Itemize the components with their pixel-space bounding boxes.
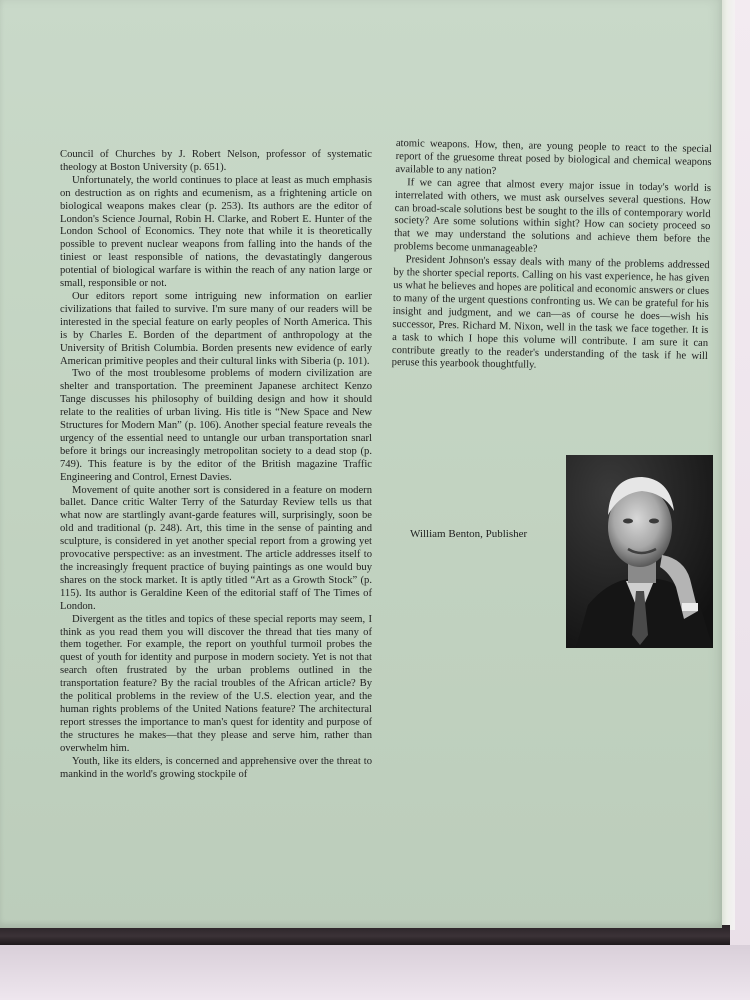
paragraph: atomic weapons. How, then, are young people to react to the special report of the gruesome threat posed by biological and chemical weapons available to any nation? bbox=[395, 138, 712, 177]
paragraph: Our editors report some intriguing new information on earlier civilizations that failed to survive. I'm sure many of our readers will be interested in the special feature on early peoples of North America. This is by Charles E. Borden of the department of anthropology at the University of British Columbia. Borden presents new evidence of early American primitive peoples and their cultural links with Siberia (p. 101). bbox=[60, 290, 372, 367]
paragraph: Movement of quite another sort is considered in a feature on modern ballet. Dance critic Walter Terry of the Saturday Review tells us that what now are startlingly avant-garde features will, surprisingly, soon be old and traditional (p. 248). Art, this time in the sense of painting and sculpture, is considered in yet another special report from a growing yet provocative perspective: as an investment. The article addresses itself to the increasingly frequent practice of buying paintings as one would buy shares on the stock market. It is aptly titled “Art as a Growth Stock” (p. 115). Its author is Geraldine Keen of the editorial staff of The Times of London. bbox=[60, 484, 372, 612]
book-cover-edge bbox=[0, 925, 730, 945]
paragraph: Divergent as the titles and topics of these special reports may seem, I think as you read them you will discover the thread that ties many of them together. For example, the report on youthful turmoil probes the quest of youth for identity and purpose in modern society. Yet is not that search often frustrated by the urban problems outlined in the transportation feature? By the racial troubles of the African article? By the political problems in the review of the U.S. election year, and the human rights problems of the United Nations feature? The architectural report stresses the importance to man's quest for identity and purpose of the structures he makes—that they please and serve him, rather than overwhelm him. bbox=[60, 613, 372, 754]
left-text-column bbox=[60, 149, 372, 781]
paragraph: Unfortunately, the world continues to place at least as much emphasis on destruction as on rights and ecumenism, as a frightening article on biological weapons makes clear (p. 253). Its authors are the editor of London's Science Journal, Robin H. Clarke, and Robert E. Hunter of the London School of Economics. They note that while it is theoretically possible to prevent nuclear weapons from falling into the hands of the tiniest or least responsible of nations, the devastatingly dangerous potential of biological warfare is within the reach of any nation large or small, responsible or not. bbox=[60, 174, 372, 290]
paragraph: Youth, like its elders, is concerned and apprehensive over the threat to mankind in the world's growing stockpile of bbox=[60, 755, 372, 780]
paragraph: President Johnson's essay deals with many of the problems addressed by the shorter special reports. Calling on his vast experience, he has given us what he believes and hopes are political and economic answers or clues to many of the urgent questions confronting us. We can be grateful for his insight and judgment, and we can—as of course he does—wish his successor, Pres. Richard M. Nixon, well in the task we face together. It is a task to which I hope this volume will contribute. I am sure it can contribute greatly to the reader's understanding of the task if he will peruse this yearbook thoughtfully. bbox=[391, 254, 710, 372]
publisher-portrait bbox=[566, 455, 713, 648]
photo-caption: William Benton, Publisher bbox=[410, 528, 528, 540]
paragraph: If we can agree that almost every major issue in today's world is interrelated with others, we must ask ourselves several questions. How can broad-scale solutions best be sought to the ills of contemporary world society? Are some solutions within sight? How can society proceed so that we may understand the solutions and achieve them before the problems become unmanageable? bbox=[393, 176, 712, 255]
paragraph: Two of the most troublesome problems of modern civilization are shelter and transportation. The preeminent Japanese architect Kenzo Tange discusses his philosophy of building design and how it should relate to the realities of urban living. His title is “New Space and New Structures for Modern Man” (p. 106). Another special feature reveals the urgency of the essential need to untangle our urban transportation snarl before it brings our increasingly metropolitan society to a dead stop (p. 749). This feature is by the editor of the British magazine Traffic Engineering and Control, Ernest Davies. bbox=[60, 368, 372, 483]
right-text-column bbox=[392, 138, 712, 376]
cloth-background bbox=[0, 945, 750, 1000]
paragraph: Council of Churches by J. Robert Nelson, professor of systematic theology at Boston University (p. 651). bbox=[60, 149, 372, 173]
